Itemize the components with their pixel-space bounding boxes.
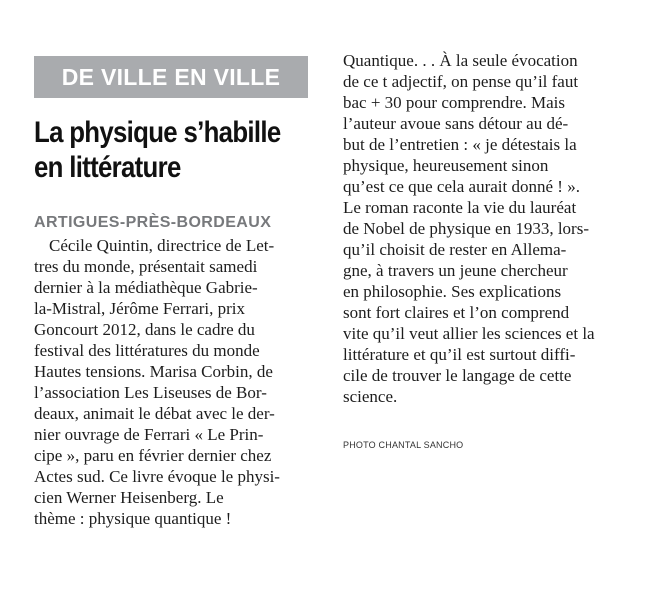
paragraph-line: Cécile Quintin, directrice de Let- — [49, 236, 275, 255]
paragraph-line: thème : physique quantique ! — [34, 509, 232, 528]
paragraph-line: festival des littératures du monde — [34, 341, 260, 360]
paragraph-line: la-Mistral, Jérôme Ferrari, prix — [34, 299, 246, 318]
headline — [34, 115, 318, 185]
paragraph-line: de Nobel de physique en 1933, lors- — [343, 219, 589, 238]
paragraph-line: qu’il choisit de rester en Allema- — [343, 240, 567, 259]
paragraph-line: sont fort claires et l’on comprend — [343, 303, 570, 322]
paragraph-line: tres du monde, présentait samedi — [34, 257, 258, 276]
paragraph-line: littérature et qu’il est surtout diffi- — [343, 345, 576, 364]
paragraph-line: physique, heureusement sinon — [343, 156, 549, 175]
paragraph-line: Hautes tensions. Marisa Corbin, de — [34, 362, 273, 381]
paragraph-line: nier ouvrage de Ferrari « Le Prin- — [34, 425, 264, 444]
section-rubric — [34, 56, 308, 98]
paragraph-line: science. — [343, 387, 398, 406]
paragraph-line: Actes sud. Ce livre évoque le physi- — [34, 467, 280, 486]
paragraph-line: dernier à la médiathèque Gabrie- — [34, 278, 258, 297]
paragraph-line: l’association Les Liseuses de Bor- — [34, 383, 267, 402]
article-column-left — [34, 235, 314, 529]
paragraph-line: de ce t adjectif, on pense qu’il faut — [343, 72, 579, 91]
paragraph-line: vite qu’il veut allier les sciences et la — [343, 324, 595, 343]
headline-line: en littérature — [34, 151, 181, 184]
photo-credit: PHOTO CHANTAL SANCHO — [343, 440, 464, 450]
headline-line: La physique s’habille — [34, 116, 281, 149]
paragraph-line: Quantique. . . À la seule évocation — [343, 51, 578, 70]
paragraph-line: cile de trouver le langage de cette — [343, 366, 572, 385]
dateline: ARTIGUES-PRÈS-BORDEAUX — [34, 214, 272, 231]
paragraph-line: but de l’entretien : « je détestais la — [343, 135, 577, 154]
paragraph-line: en philosophie. Ses explications — [343, 282, 562, 301]
paragraph-line: cien Werner Heisenberg. Le — [34, 488, 224, 507]
paragraph-line: cipe », paru en février dernier chez — [34, 446, 272, 465]
paragraph-line: Le roman raconte la vie du lauréat — [343, 198, 577, 217]
article-column-right — [343, 50, 628, 407]
paragraph-line: gne, à travers un jeune chercheur — [343, 261, 568, 280]
paragraph-line: deaux, animait le débat avec le der- — [34, 404, 275, 423]
paragraph-line: qu’est ce que cela aurait donné ! ». — [343, 177, 580, 196]
section-rubric-label: DE VILLE EN VILLE — [61, 63, 281, 90]
paragraph-line: Goncourt 2012, dans le cadre du — [34, 320, 255, 339]
paragraph-line: l’auteur avoue sans détour au dé- — [343, 114, 569, 133]
paragraph-line: bac + 30 pour comprendre. Mais — [343, 93, 566, 112]
